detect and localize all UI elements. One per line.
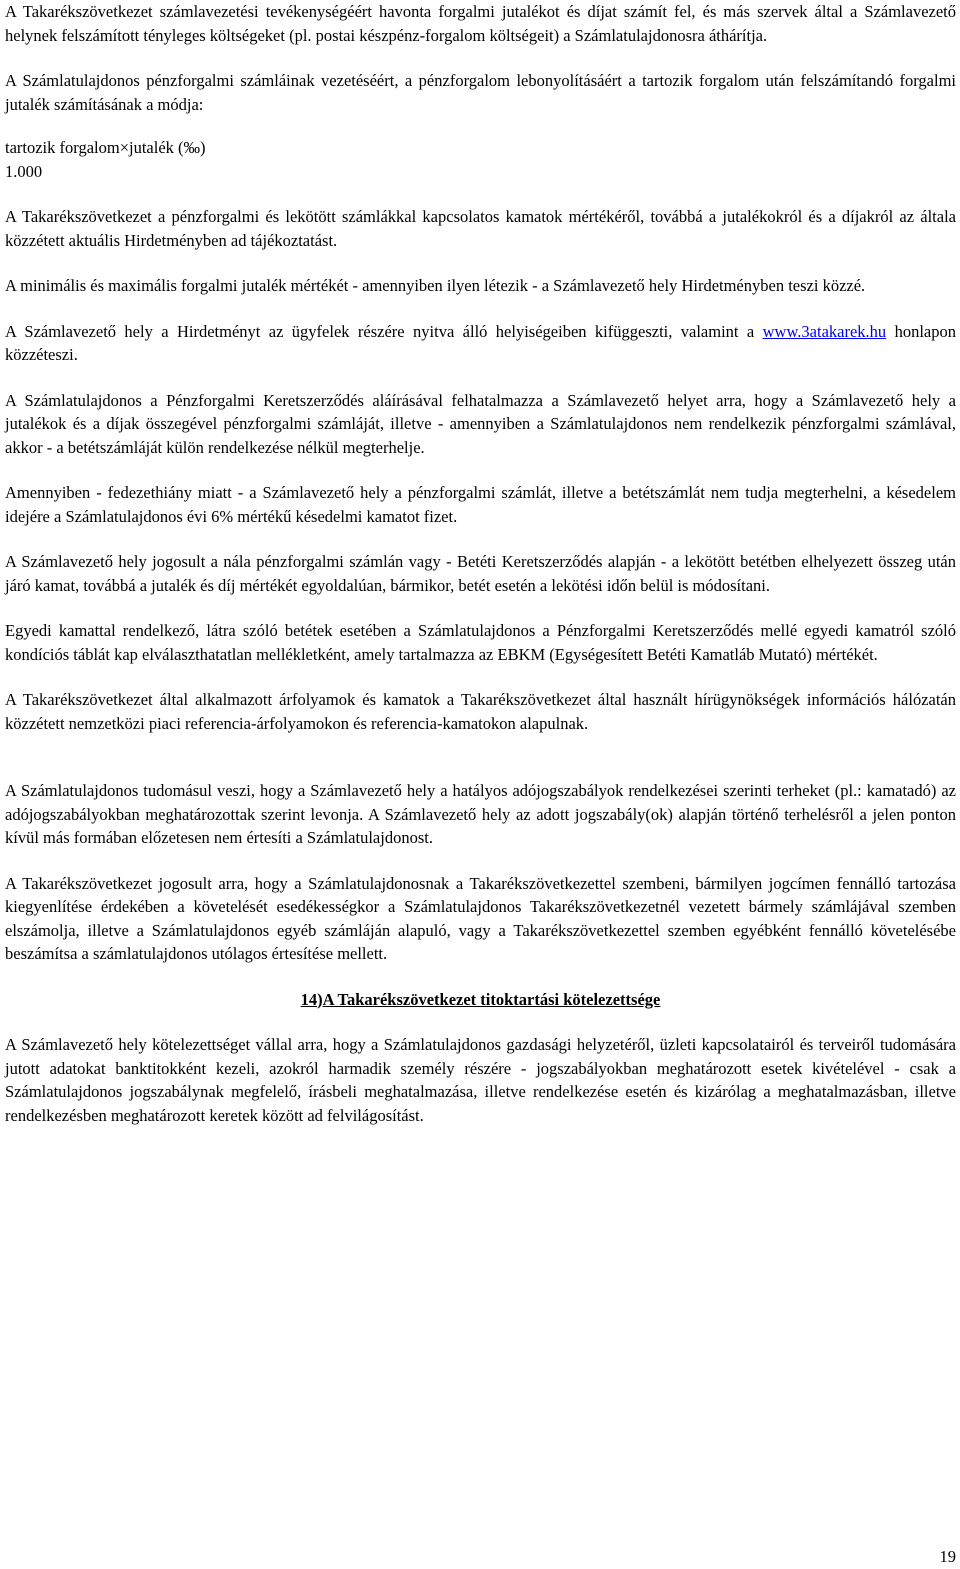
paragraph-exchange-rates: A Takarékszövetkezet által alkalmazott árfolyamok és kamatok a Takarékszövetkezet által használt hírügynökségek információs hálózatán közzétett nemzetközi piaci referencia-árfolyamokon és referencia-kamatokon alapulnak. [5, 690, 956, 733]
paragraph-individual-interest: Egyedi kamattal rendelkező, látra szóló betétek esetében a Számlatulajdonos a Pénzforgalmi Keretszerződés mellé egyedi kamatról szóló kondíciós táblát kap elválaszthatatlan mellékletként, amely tartalmazza az EBKM (Egységesített Betéti Kamatláb Mutató) mértékét. [5, 621, 956, 664]
paragraph-bank-secrecy: A Számlavezető hely kötelezettséget vállal arra, hogy a Számlatulajdonos gazdasági helyzetéről, üzleti kapcsolatairól és terveiről tudomására jutott adatokat banktitokként kezeli, azokról harmadik személy részére - jogszabályokban meghatározott esetek kivételével - csak a Számlatulajdonos jogszabálynak megfelelő, írásbeli meghatalmazása, illetve rendelkezése esetén és kizárólag a meghatalmazásban, illetve rendelkezésben meghatározott keretek között ad felvilágosítást. [5, 1035, 956, 1125]
paragraph-late-interest: Amennyiben - fedezethiány miatt - a Számlavezető hely a pénzforgalmi számlát, illetve a betétszámlát nem tudja megterhelni, a késedelem idejére a Számlatulajdonos évi 6% mértékű késedelmi kamatot fizet. [5, 483, 956, 526]
paragraph-set-off: A Takarékszövetkezet jogosult arra, hogy a Számlatulajdonosnak a Takarékszövetkezettel szembeni, bármilyen jogcímen fennálló tartozása kiegyenlítése érdekében a követelését esedékességkor a Számlatulajdonos Takarékszövetkezetnél vezetett bármely számlájával szemben elszámolja, illetve a Számlatulajdonos egyéb számláján alapuló, vagy a Takarékszövetkezettel szemben egyébként fennálló követelésébe beszámítsa a számlatulajdonos utólagos értesítése mellett. [5, 873, 956, 963]
section-heading-confidentiality: 14)A Takarékszövetkezet titoktartási kötelezettsége [300, 989, 661, 1009]
paragraph-min-max-commission: A minimális és maximális forgalmi jutalék mértékét - amennyiben ilyen létezik - a Számlavezető hely Hirdetményben teszi közzé. [5, 276, 866, 295]
paragraph-rate-modification: A Számlavezető hely jogosult a nála pénzforgalmi számlán vagy - Betéti Keretszerződés alapján - a lekötött betétben elhelyezett összeg után járó kamat, továbbá a jutalék és díj mértékét egyoldalúan, bármikor, betét esetén a lekötési időn belül is módosítani. [5, 552, 956, 595]
paragraph-announcement-publication [5, 320, 956, 367]
formula-numerator: tartozik forgalom×jutalék (‰) [5, 138, 206, 157]
paragraph-fee-overview: A Takarékszövetkezet számlavezetési tevékenységéért havonta forgalmi jutalékot és díjat számít fel, és más szervek által a Számlavezető helynek felszámított tényleges költségeket (pl. postai készpénz-forgalom költségeit) a Számlatulajdonosra áthárítja. [5, 2, 956, 45]
paragraph-debit-authorization: A Számlatulajdonos a Pénzforgalmi Keretszerződés aláírásával felhatalmazza a Számlavezető helyet arra, hogy a Számlavezető hely a jutalékok és a díjak összegével pénzforgalmi számláját, illetve - amennyiben a Számlatulajdonos nem rendelkezik pénzforgalmi számlával, akkor - a betétszámláját külön rendelkezése nélkül megterhelje. [5, 390, 956, 457]
paragraph-text-end: honlapon közzéteszi. [5, 321, 956, 364]
page-number: 19 [939, 1547, 956, 1566]
document-page [5, 0, 956, 1127]
formula-denominator: 1.000 [5, 161, 43, 181]
paragraph-announcement-info: A Takarékszövetkezet a pénzforgalmi és lekötött számlákkal kapcsolatos kamatok mértékéről, továbbá a jutalékokról és a díjakról az általa közzétett aktuális Hirdetményben ad tájékoztatást. [5, 207, 956, 250]
paragraph-commission-method: A Számlatulajdonos pénzforgalmi számláinak vezetéséért, a pénzforgalom lebonyolításáért a tartozik forgalom után felszámítandó forgalmi jutalék számításának a módja: [5, 71, 956, 114]
paragraph-text-start: A Számlavezető hely a Hirdetményt az ügyfelek részére nyitva álló helyiségeiben kifüggeszti, valamint a [5, 321, 763, 341]
website-link[interactable]: www.3atakarek.hu [762, 321, 887, 341]
paragraph-tax-deduction: A Számlatulajdonos tudomásul veszi, hogy a Számlavezető hely a hatályos adójogszabályok rendelkezései szerinti terheket (pl.: kamatadó) az adójogszabályokban meghatározottak szerint levonja. A Számlavezető hely az adott jogszabály(ok) alapján történő terhelésről a jelen ponton kívül más formában előzetesen nem értesíti a Számlatulajdonost. [5, 781, 956, 847]
